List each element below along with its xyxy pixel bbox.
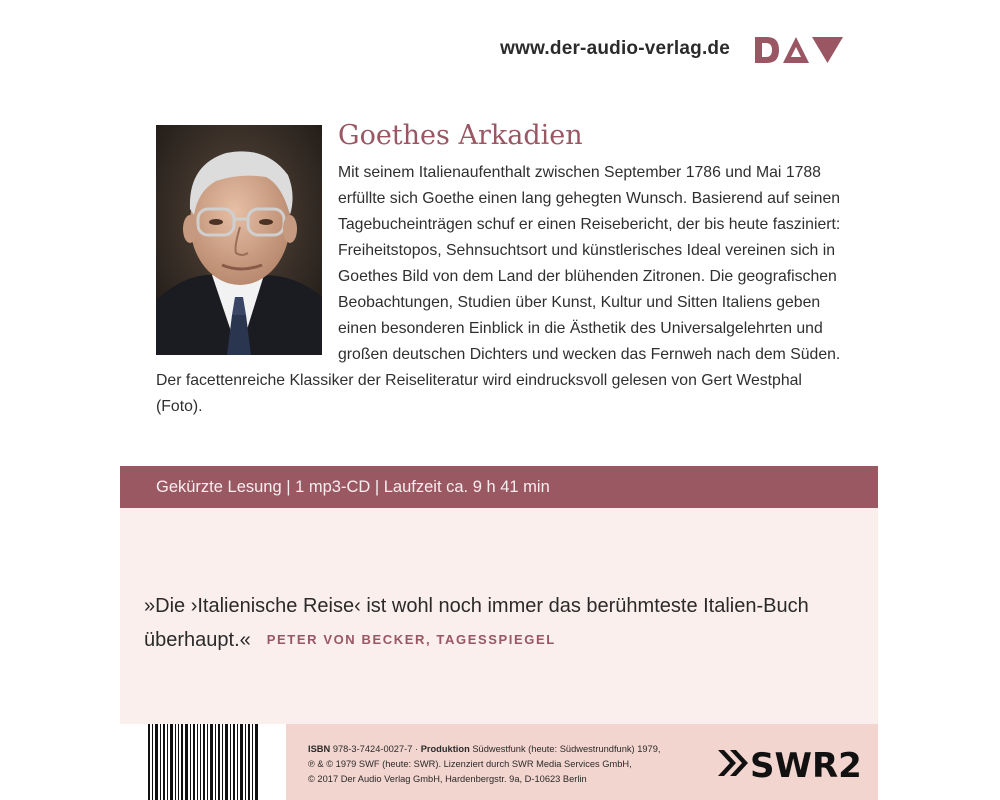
production-label: Produktion <box>420 744 470 754</box>
credits-line-3: © 2017 Der Audio Verlag GmbH, Hardenbergstr. 9a, D-10623 Berlin <box>308 774 587 784</box>
barcode <box>148 724 260 800</box>
credits-text <box>308 742 698 787</box>
svg-text:SWR2: SWR2 <box>750 746 862 786</box>
barcode-section <box>120 724 286 800</box>
book-description <box>156 160 846 420</box>
quote-section <box>120 508 878 724</box>
product-details-bar <box>120 466 878 508</box>
publisher-url[interactable]: www.der-audio-verlag.de <box>500 38 730 59</box>
credits-section <box>286 724 878 800</box>
photo-spacer <box>156 160 338 368</box>
isbn-label: ISBN <box>308 744 331 754</box>
credits-line-2: ℗ & © 1979 SWF (heute: SWR). Lizenziert durch SWR Media Services GmbH, <box>308 759 632 769</box>
product-details: Gekürzte Lesung | 1 mp3-CD | Laufzeit ca. 9 h 41 min <box>156 478 550 496</box>
quote-text: »Die ›Italienische Reise‹ ist wohl noch immer das berühmteste Italien-Buch überhaupt.« <box>144 595 809 651</box>
swr2-logo <box>716 744 862 786</box>
cd-back-cover <box>120 0 878 800</box>
description-text: Mit seinem Italienaufenthalt zwischen September 1786 und Mai 1788 erfüllte sich Goethe einen lang gehegten Wunsch. Basierend auf seinen Tagebucheinträgen schuf er einen Reisebericht, der bis heute fasziniert: Freiheitstopos, Sehnsuchtsort und künstlerisches Ideal vereinen sich in Goethes Bild von dem Land der blühenden Zitronen. Die geografischen Beobachtungen, Studien über Kunst, Kultur und Sitten Italiens geben einen besonderen Einblick in die Ästhetik des Universalgelehrten und großen deutschen Dichters und wecken das Fernweh nach dem Süden. Der facettenreiche Klassiker der Reiseliteratur wird eindrucksvoll gelesen von Gert Westphal (Foto). <box>156 164 841 415</box>
press-quote <box>144 590 844 657</box>
isbn-value: 978-3-7424-0027-7 · <box>332 744 419 754</box>
dav-logo <box>755 35 843 65</box>
quote-attribution: PETER VON BECKER, TAGESSPIEGEL <box>266 632 556 647</box>
production-value: Südwestfunk (heute: Südwestrundfunk) 1979, <box>472 744 661 754</box>
book-title: Goethes Arkadien <box>338 120 583 151</box>
